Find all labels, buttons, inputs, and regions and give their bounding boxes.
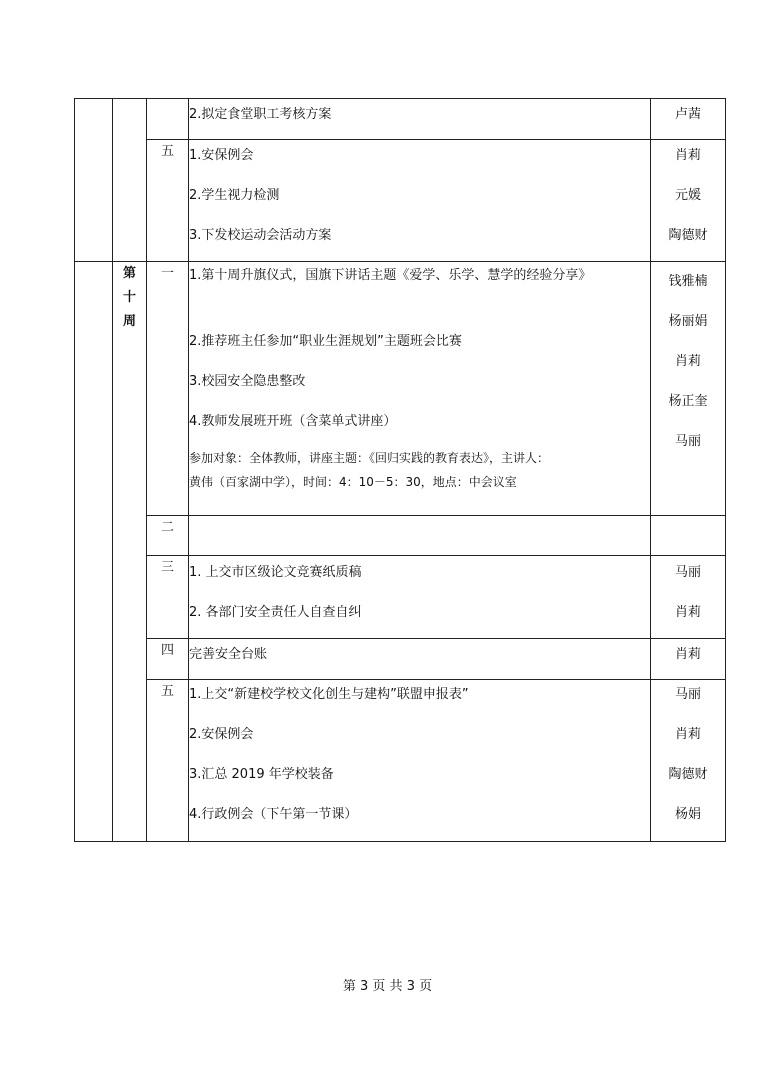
person-name: 肖莉 <box>674 727 701 742</box>
table-row <box>75 516 726 556</box>
page-footer: 第 3 页 共 3 页 <box>342 979 433 994</box>
prev-week-label-cell <box>113 99 147 262</box>
person-name: 陶德财 <box>668 228 708 243</box>
tasks-cell <box>189 516 651 556</box>
table-row <box>75 262 726 516</box>
task-line: 4.行政例会（下午第一节课） <box>189 807 358 822</box>
week-label-char: 周 <box>122 314 136 329</box>
person-name: 杨娟 <box>674 807 701 822</box>
day-cell: 五 <box>147 140 189 262</box>
day-cell: 一 <box>147 262 189 516</box>
tasks-cell <box>189 556 651 639</box>
week-label-char: 十 <box>122 290 136 305</box>
task-line: 完善安全台账 <box>189 647 268 662</box>
day-cell: 五 <box>147 680 189 842</box>
person-name: 卢茜 <box>674 107 701 122</box>
people-cell <box>651 262 726 516</box>
task-line: 2.安保例会 <box>189 727 254 742</box>
task-line: 1.安保例会 <box>189 148 254 163</box>
tasks-cell <box>189 140 651 262</box>
day-cell: 四 <box>147 639 189 680</box>
blank-cell <box>75 99 113 262</box>
task-line: 4.教师发展班开班（含菜单式讲座） <box>189 414 397 429</box>
person-name: 肖莉 <box>674 148 701 163</box>
task-line: 3.校园安全隐患整改 <box>189 374 306 389</box>
task-line: 2. 各部门安全责任人自查自纠 <box>189 605 362 620</box>
person-name: 马丽 <box>674 434 701 449</box>
task-line: 3.汇总 2019 年学校装备 <box>189 767 334 782</box>
person-name: 肖莉 <box>674 354 701 369</box>
week-label <box>113 262 147 842</box>
day-cell <box>147 99 189 140</box>
blank-cell <box>75 262 113 842</box>
people-cell <box>651 99 726 140</box>
person-name: 肖莉 <box>674 647 701 662</box>
tasks-cell <box>189 639 651 680</box>
note-line: 参加对象：全体教师，讲座主题：《回归实践的教育表达》，主讲人： <box>189 451 550 465</box>
task-line: 1.第十周升旗仪式，国旗下讲话主题《爱学、乐学、慧学的经验分享》 <box>189 268 592 283</box>
person-name: 杨丽娟 <box>668 314 708 329</box>
table-row <box>75 680 726 842</box>
task-line: 1.上交“新建校学校文化创生与建构”联盟申报表” <box>189 687 469 702</box>
people-cell <box>651 556 726 639</box>
person-name: 钱雅楠 <box>668 274 708 289</box>
task-line: 3.下发校运动会活动方案 <box>189 228 332 243</box>
tasks-cell <box>189 680 651 842</box>
person-name: 陶德财 <box>668 767 708 782</box>
note-line: 黄伟（百家湖中学），时间：4：10－5：30，地点：中会议室 <box>189 475 517 489</box>
tasks-cell <box>189 262 651 516</box>
week-label-char: 第 <box>122 266 136 281</box>
person-name: 元媛 <box>674 188 701 203</box>
people-cell <box>651 639 726 680</box>
person-name: 马丽 <box>674 565 701 580</box>
task-line: 2.推荐班主任参加“职业生涯规划”主题班会比赛 <box>189 334 462 349</box>
task-line: 2.拟定食堂职工考核方案 <box>189 107 332 122</box>
table-row <box>75 556 726 639</box>
day-cell: 二 <box>147 516 189 556</box>
schedule-table <box>74 98 726 842</box>
task-line: 2.学生视力检测 <box>189 188 280 203</box>
table-row <box>75 140 726 262</box>
tasks-cell <box>189 99 651 140</box>
table-row <box>75 99 726 140</box>
person-name: 杨正奎 <box>668 394 708 409</box>
task-line: 1. 上交市区级论文竞赛纸质稿 <box>189 565 362 580</box>
table-row <box>75 639 726 680</box>
people-cell <box>651 516 726 556</box>
person-name: 马丽 <box>674 687 701 702</box>
people-cell <box>651 140 726 262</box>
day-cell: 三 <box>147 556 189 639</box>
people-cell <box>651 680 726 842</box>
person-name: 肖莉 <box>674 605 701 620</box>
